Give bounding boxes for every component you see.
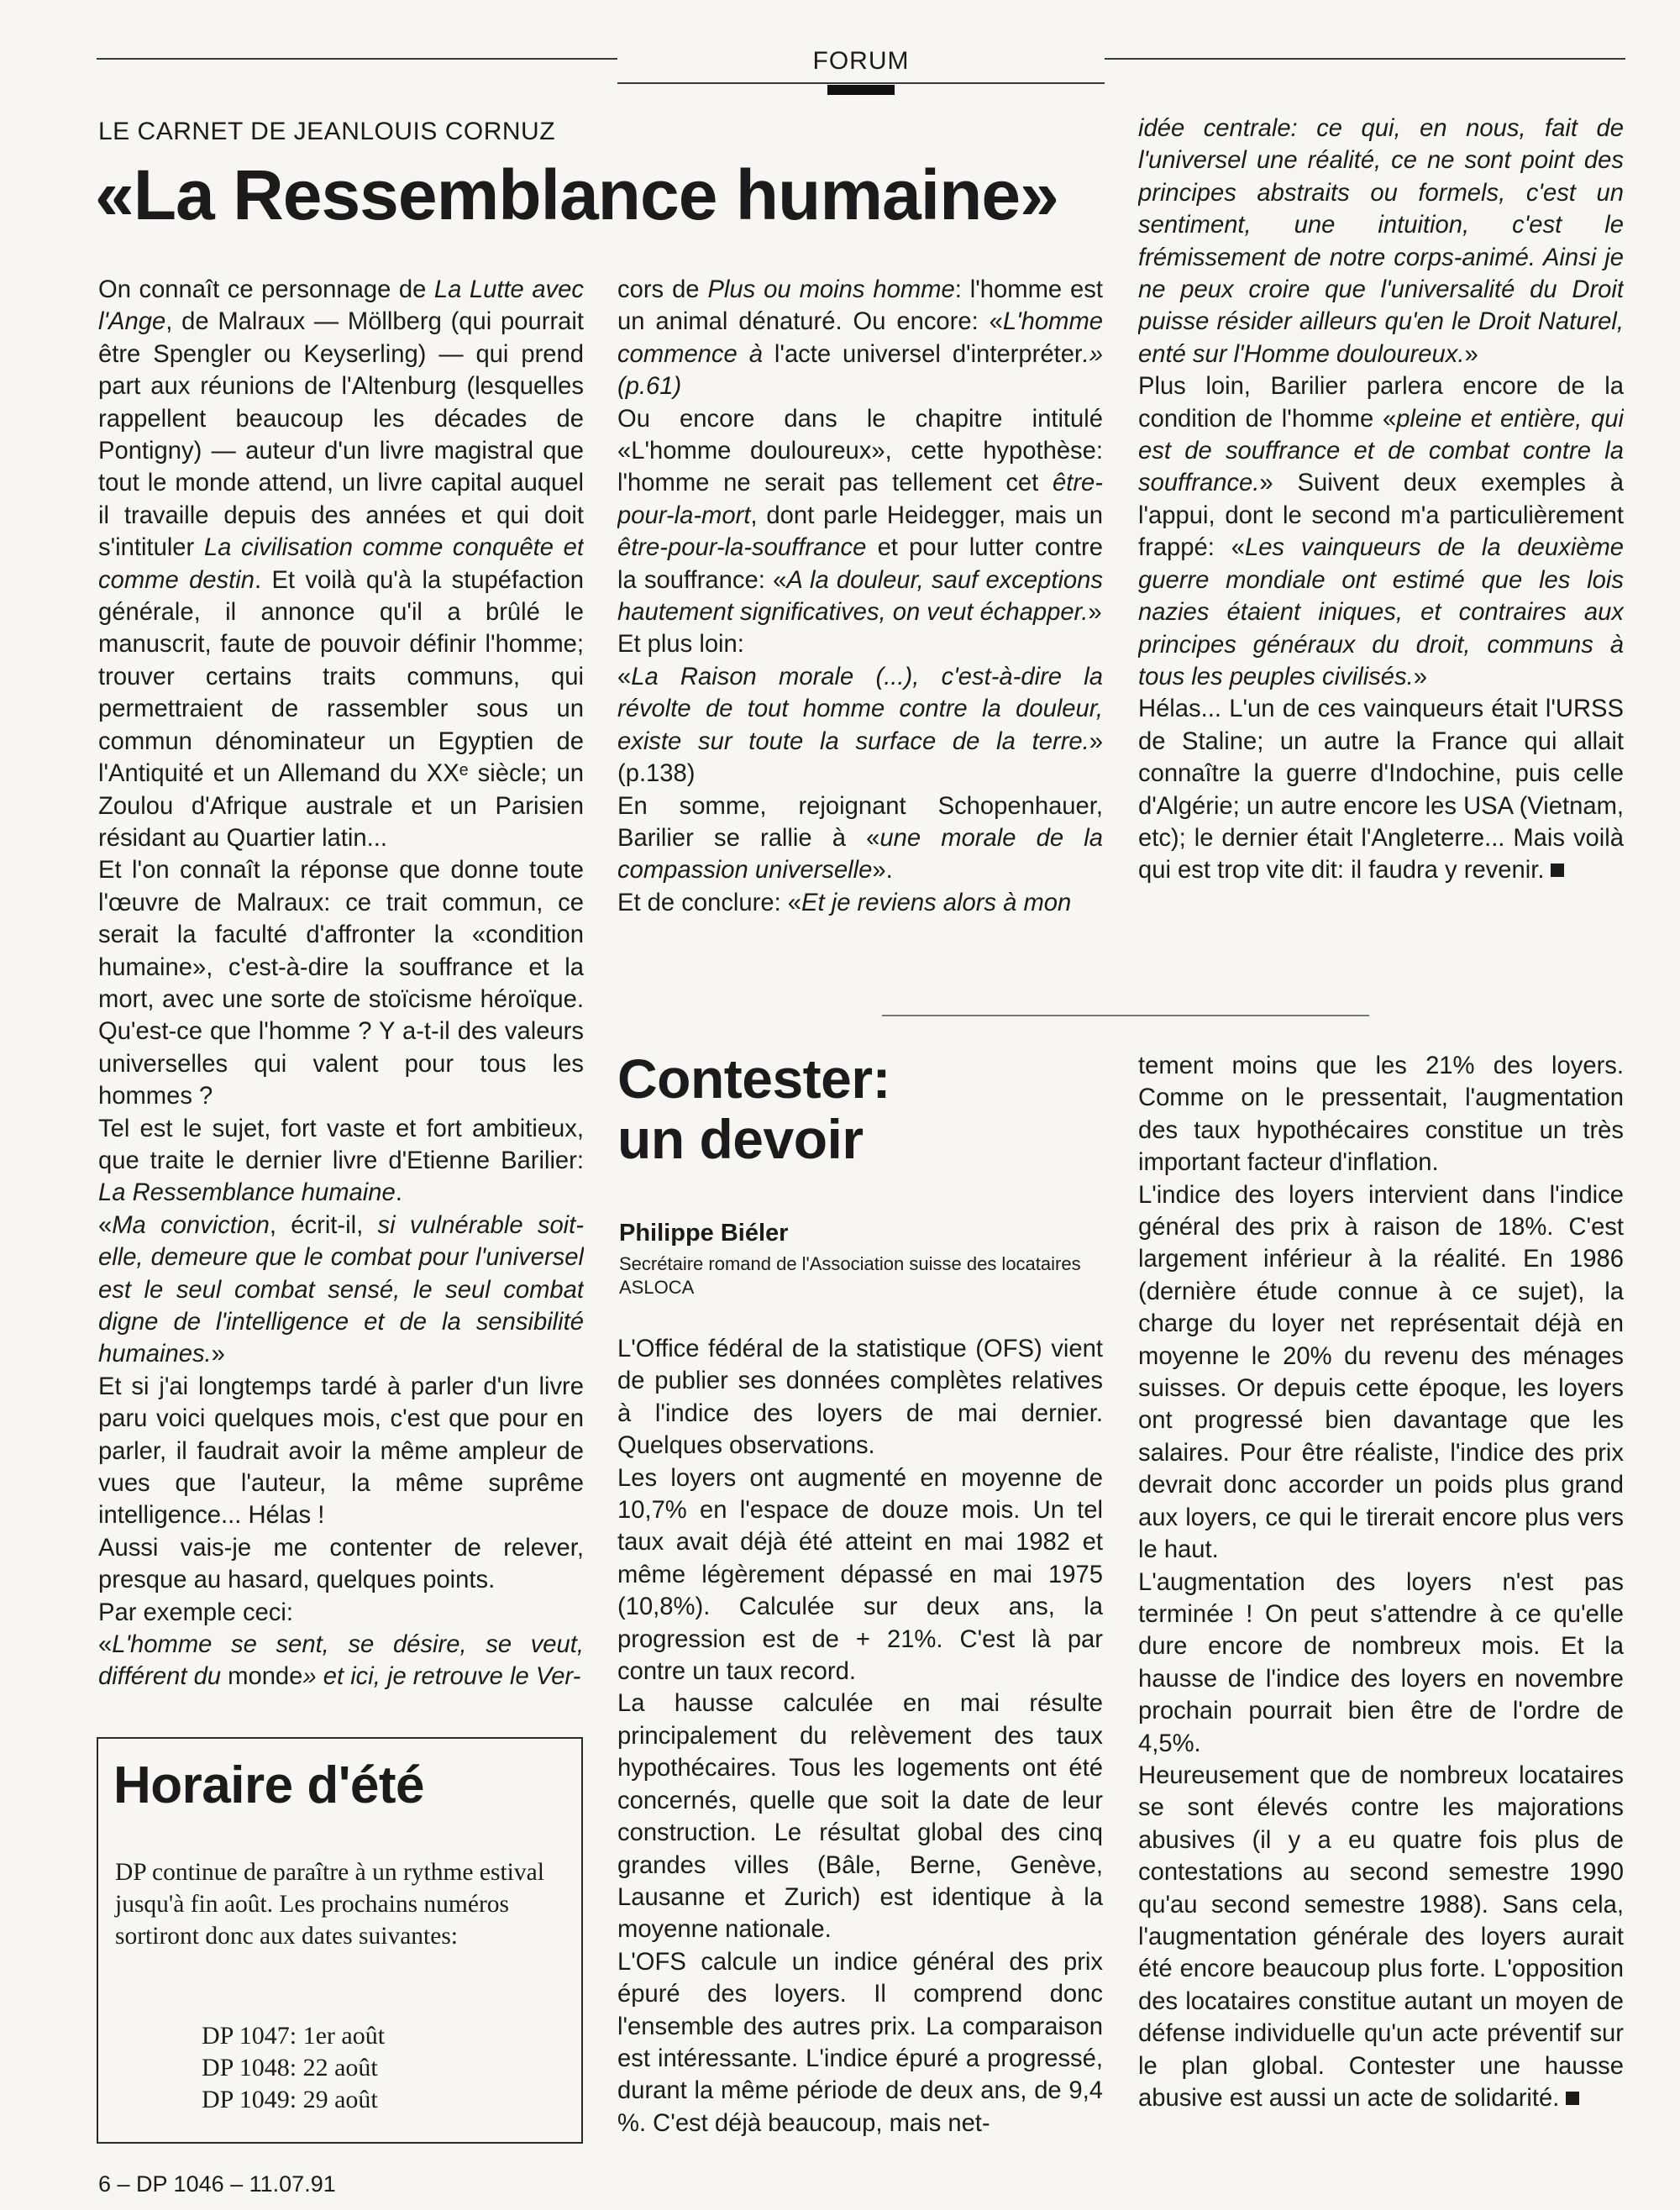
text: Hélas... L'un de ces vainqueurs était l'URSS de Staline; un autre la France qui allait connaître la guerre d'Indochine, puis celle d'Algérie; un autre encore les USA (Vietnam, etc); le dernier était l'Angleterre... Mais voilà qui est trop vite dit: il faudra y revenir.	[1138, 696, 1624, 885]
text: Et si j'ai longtemps tardé à parler d'un livre paru voici quelques mois, c'est que pour en parler, il faudrait avoir la même ampleur de vues que l'auteur, la même suprême intelligence... Hélas !	[98, 1373, 584, 1530]
paragraph	[617, 628, 1103, 660]
article2-title-line-1: Contester:	[617, 1047, 891, 1110]
article2-title	[617, 1048, 890, 1169]
text: L'indice des loyers intervient dans l'indice général des prix à raison de 18%. C'est largement inférieur à la réalité. En 1986 (dernière étude connue à ce sujet), la charge du loyer net représentait déjà en moyenne le 20% du revenu des ménages suisses. Or depuis cette époque, les loyers ont progressé bien davantage que les salaires. Pour être réaliste, l'indice des prix devrait donc accorder un poids plus grand aux loyers, ce qui le tirerait encore plus vers le haut.	[1138, 1181, 1624, 1564]
text: L'augmentation des loyers n'est pas terminée ! On peut s'attendre à ce qu'elle dure encore de nombreux mois. Et la hausse de l'indice des loyers en novembre prochain pourrait bien être de l'ordre de 4,5%.	[1138, 1568, 1624, 1757]
italic-text: La Ressemblance humaine	[98, 1179, 396, 1207]
paragraph	[617, 1688, 1103, 1945]
summer-schedule-box	[97, 1737, 583, 2144]
box-date-1: DP 1047: 1er août	[202, 2022, 386, 2050]
text: »	[1088, 599, 1102, 627]
italic-text: Ma conviction	[112, 1211, 270, 1239]
italic-text: pleine et entière, qui est de souffrance et de combat contre la souffrance.	[1138, 405, 1624, 497]
paragraph	[617, 661, 1103, 790]
paragraph	[617, 274, 1103, 403]
text: : l'homme est un animal dénaturé. Ou encore: «	[617, 276, 1103, 336]
end-mark-icon	[1551, 864, 1564, 877]
paragraph	[1138, 370, 1624, 693]
text: »	[1464, 340, 1478, 368]
article-divider	[882, 1015, 1369, 1016]
italic-text: » et ici, je retrouve le Ver-	[302, 1663, 581, 1691]
italic-text: L'homme commence à	[617, 308, 1103, 368]
italic-text: être-pour-la-mort	[617, 470, 1103, 529]
italic-text: Plus ou moins homme	[707, 276, 955, 303]
text: En somme, rejoignant Schopenhauer, Barilier se rallie à «	[617, 792, 1103, 852]
text: Et plus loin:	[617, 631, 744, 659]
article1-column-2	[617, 274, 1103, 929]
page-folio: 6 – DP 1046 – 11.07.91	[98, 2171, 336, 2197]
italic-text: .» (p.61)	[617, 340, 1103, 401]
text: monde	[228, 1663, 303, 1691]
text: Et de conclure: «	[617, 889, 802, 916]
paragraph	[1138, 1179, 1624, 1567]
italic-text: La Lutte avec l'Ange	[98, 276, 584, 336]
paragraph	[617, 1333, 1103, 1462]
paragraph	[1138, 693, 1624, 886]
text: «	[617, 663, 632, 690]
paragraph	[617, 403, 1103, 629]
section-marker	[827, 85, 895, 95]
text: .	[395, 1179, 402, 1207]
text: L'OFS calcule un indice général des prix épuré des loyers. Il comprend donc l'ensemble des autres prix. La comparaison est intéressante. L'indice épuré a progressé, durant la même période de deux ans, de 9,4 %. C'est déjà beaucoup, mais net-	[617, 1948, 1103, 2137]
paragraph	[617, 790, 1103, 887]
italic-text: La civilisation comme conquête et comme destin	[98, 534, 584, 594]
text: cors de	[617, 276, 708, 303]
text: , écrit-il,	[269, 1211, 378, 1239]
text: , dont parle Heidegger, mais un	[750, 501, 1103, 529]
paragraph	[98, 274, 584, 854]
text: Plus loin, Barilier parlera encore de la condition de l'homme «	[1138, 373, 1624, 433]
article-kicker: LE CARNET DE JEANLOUIS CORNUZ	[98, 118, 556, 145]
paragraph	[1138, 1050, 1624, 1179]
paragraph	[1138, 113, 1624, 370]
header-rule-center	[617, 82, 1105, 84]
paragraph	[617, 1946, 1103, 2139]
article2-column-1	[617, 1333, 1103, 2139]
text: Heureusement que de nombreux locataires se sont élevés contre les majorations abusives (il y a eu quatre fois plus de contestations au second semestre 1990 qu'au second semestre 1988). Sans cela, l'augmentation générale des loyers aurait été encore beaucoup plus forte. L'opposition des locataires constitue autant un moyen de défense individuelle qu'un acte préventif sur le plan global. Contester une hausse abusive est aussi un acte de solidarité.	[1138, 1761, 1624, 2112]
italic-text: Les vainqueurs de la deuxième guerre mondiale ont estimé que les lois nazies étaient iniques, et contraires aux principes généraux du droit, communs à tous les peuples civilisés.	[1138, 534, 1624, 690]
text: et pour lutter contre la souffrance: «	[617, 534, 1103, 594]
italic-text: La Raison morale (...), c'est-à-dire la révolte de tout homme contre la douleur, existe sur toute la surface de la terre.	[617, 663, 1103, 755]
text: ».	[872, 857, 893, 885]
paragraph	[1138, 1760, 1624, 2114]
text: tement moins que les 21% des loyers. Comme on le pressentait, l'augmentation des taux hypothécaires constitue un très important facteur d'inflation.	[1138, 1053, 1624, 1177]
header-rule-right	[1105, 58, 1625, 60]
paragraph	[98, 1629, 584, 1693]
text: «	[98, 1211, 113, 1239]
text: . Et voilà qu'à la stupéfaction générale, il annonce qu'il a brûlé le manuscrit, faute de pouvoir définir l'homme; trouver certains traits communs, qui permettraient de rassembler sous un commun dénominateur un Egyptien de l'Antiquité et un Allemand du XXᵉ siècle; un Zoulou d'Afrique australe et un Parisien résidant au Quartier latin...	[98, 566, 584, 852]
article2-author: Philippe Biéler	[619, 1220, 789, 1247]
article-title: «La Ressemblance humaine»	[95, 155, 1058, 234]
text: Et l'on connaît la réponse que donne toute l'œuvre de Malraux: ce trait commun, ce serait la faculté d'affronter la «condition humaine», c'est-à-dire la souffrance et la mort, avec une sorte de stoïcisme héroïque. Qu'est-ce que l'homme ? Y a-t-il des valeurs universelles qui valent pour tous les hommes ?	[98, 857, 584, 1110]
text: Ou encore dans le chapitre intitulé «L'homme douloureux», cette hypothèse: l'homme ne serait pas tellement cet	[617, 405, 1103, 497]
text: La hausse calculée en mai résulte principalement du relèvement des taux hypothécaires. Tous les logements ont été concernés, quelle que soit la date de leur construction. Le résultat global des cinq grandes villes (Bâle, Berne, Genève, Lausanne et Zurich) est identique à la moyenne nationale.	[617, 1690, 1103, 1944]
paragraph	[98, 1113, 584, 1210]
paragraph	[1138, 1567, 1624, 1760]
text: «	[98, 1631, 113, 1659]
article2-column-2	[1138, 1050, 1624, 2142]
paragraph	[617, 1462, 1103, 1688]
text: Par exemple ceci:	[98, 1598, 293, 1626]
text: »	[1413, 663, 1427, 690]
text: L'Office fédéral de la statistique (OFS) vient de publier ses données complètes relatives à l'indice des loyers de mai dernier. Quelques observations.	[617, 1336, 1103, 1460]
text: , de Malraux — Möllberg (qui pourrait être Spengler ou Keyserling) — qui prend part aux réunions de l'Altenburg (lesquelles rappellent beaucoup les décades de Pontigny) — auteur d'un livre magistral que tout le monde attend, un livre capital auquel il travaille depuis des années et qui doit s'intituler	[98, 308, 584, 562]
paragraph	[617, 887, 1103, 919]
italic-text: une morale de la compassion universelle	[617, 824, 1103, 885]
box-date-3: DP 1049: 29 août	[202, 2086, 378, 2113]
article1-column-1	[98, 274, 584, 1702]
article2-title-line-2: un devoir	[617, 1108, 864, 1170]
paragraph	[98, 1371, 584, 1532]
box-dates	[202, 2020, 385, 2116]
box-text: DP continue de paraître à un rythme estival jusqu'à fin août. Les prochains numéros sortiront donc aux dates suivantes:	[115, 1859, 544, 1950]
header-rule-left	[97, 58, 617, 60]
italic-text: être-pour-la-souffrance	[617, 534, 867, 562]
text: Les loyers ont augmenté en moyenne de 10,7% en l'espace de douze mois. Un tel taux avait déjà été atteint en mai 1982 et même légèrement dépassé en mai 1975 (10,8%). Calculée sur deux ans, la progression est de + 21%. C'est là par contre un taux record.	[617, 1464, 1103, 1686]
text: »	[211, 1341, 225, 1368]
box-date-2: DP 1048: 22 août	[202, 2054, 378, 2081]
paragraph	[98, 1597, 584, 1629]
article1-column-3	[1138, 113, 1624, 919]
article2-author-role: Secrétaire romand de l'Association suisse des locataires ASLOCA	[619, 1253, 1081, 1298]
italic-text: idée centrale: ce qui, en nous, fait de l'universel une réalité, ce ne sont point des principes abstraits ou formels, c'est un sentiment, une intuition, c'est le frémissement de notre corps-animé. Ainsi je ne peux croire que l'universalité du Droit puisse résider ailleurs qu'en le Droit Naturel, enté sur l'Homme douloureux.	[1138, 115, 1624, 368]
text: Aussi vais-je me contenter de relever, presque au hasard, quelques points.	[98, 1534, 584, 1594]
paragraph	[98, 1532, 584, 1597]
box-title: Horaire d'été	[113, 1756, 425, 1814]
italic-text: A la douleur, sauf exceptions hautement significatives, on veut échapper.	[617, 566, 1103, 627]
section-label: FORUM	[812, 47, 910, 75]
paragraph	[98, 854, 584, 1112]
text: » (p.138)	[617, 727, 1103, 788]
italic-text: Et je reviens alors à mon	[801, 889, 1072, 916]
end-mark-icon	[1566, 2092, 1579, 2105]
text: l'acte universel d'interpréter	[762, 340, 1083, 368]
italic-text: si vulnérable soit-elle, demeure que le combat pour l'universel est le seul combat sensé, le seul combat digne de l'intelligence et de la sensibilité humaines.	[98, 1211, 584, 1368]
text: On connaît ce personnage de	[98, 276, 434, 303]
text: » Suivent deux exemples à l'appui, dont le second m'a particulièrement frappé: «	[1138, 470, 1624, 562]
paragraph	[98, 1210, 584, 1371]
italic-text: L'homme se sent, se désire, se veut, différent du	[98, 1631, 584, 1691]
text: Tel est le sujet, fort vaste et fort ambitieux, que traite le dernier livre d'Etienne Barilier:	[98, 1115, 584, 1174]
